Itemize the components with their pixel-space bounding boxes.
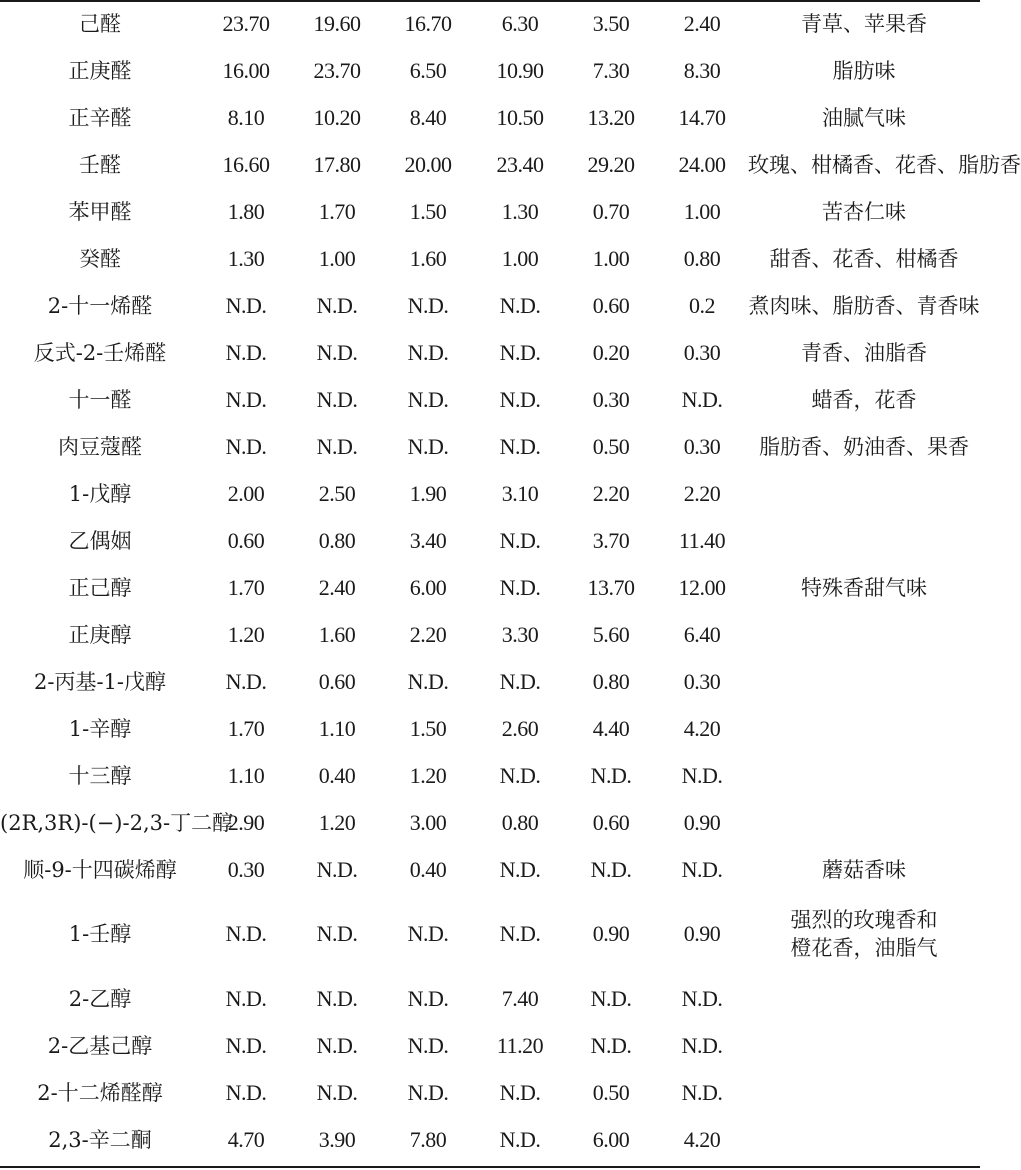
value-cell: 0.30 bbox=[592, 386, 630, 412]
table-row bbox=[0, 658, 980, 705]
compound-name: 正辛醛 bbox=[68, 105, 132, 130]
value-cell: N.D. bbox=[499, 1079, 541, 1105]
table-row bbox=[0, 517, 980, 564]
value-cell: 16.00 bbox=[222, 57, 270, 83]
value-cell: N.D. bbox=[316, 339, 358, 365]
value-cell: 4.20 bbox=[683, 1126, 721, 1152]
value-cell: N.D. bbox=[681, 856, 723, 882]
value-cell: N.D. bbox=[681, 762, 723, 788]
value-cell: N.D. bbox=[590, 1032, 632, 1058]
value-cell: N.D. bbox=[499, 386, 541, 412]
value-cell: 0.90 bbox=[683, 809, 721, 835]
value-cell: 12.00 bbox=[678, 574, 726, 600]
odor-description bbox=[748, 975, 980, 1022]
value-cell: N.D. bbox=[316, 921, 358, 946]
value-cell: 23.40 bbox=[496, 151, 544, 177]
value-cell: N.D. bbox=[316, 985, 358, 1011]
odor-description: 青草、苹果香 bbox=[801, 11, 927, 36]
value-cell: N.D. bbox=[499, 856, 541, 882]
table-row bbox=[0, 282, 980, 329]
value-cell: N.D. bbox=[590, 762, 632, 788]
value-cell: 13.70 bbox=[587, 574, 635, 600]
value-cell: 3.10 bbox=[501, 480, 539, 506]
value-cell: N.D. bbox=[499, 339, 541, 365]
compound-name: 苯甲醛 bbox=[68, 199, 132, 224]
value-cell: 11.40 bbox=[678, 527, 726, 553]
compound-name: 己醛 bbox=[79, 11, 121, 36]
compound-name: 1-壬醇 bbox=[68, 922, 132, 946]
value-cell: 1.00 bbox=[318, 245, 356, 271]
value-cell: 1.60 bbox=[318, 621, 356, 647]
value-cell: N.D. bbox=[225, 433, 267, 459]
value-cell: N.D. bbox=[225, 985, 267, 1011]
value-cell: 11.20 bbox=[496, 1032, 544, 1058]
value-cell: N.D. bbox=[407, 292, 449, 318]
compound-name: 2-十一烯醛 bbox=[47, 293, 153, 318]
value-cell: 2.20 bbox=[683, 480, 721, 506]
value-cell: 17.80 bbox=[313, 151, 361, 177]
value-cell: N.D. bbox=[407, 668, 449, 694]
value-cell: 2.90 bbox=[227, 809, 265, 835]
value-cell: 0.20 bbox=[592, 339, 630, 365]
value-cell: 4.20 bbox=[683, 715, 721, 741]
value-cell: 0.60 bbox=[592, 292, 630, 318]
value-cell: 3.50 bbox=[592, 10, 630, 36]
value-cell: 0.40 bbox=[409, 856, 447, 882]
compound-name: 癸醛 bbox=[79, 246, 121, 271]
compound-name: 乙偶姻 bbox=[68, 528, 132, 553]
value-cell: 23.70 bbox=[313, 57, 361, 83]
value-cell: 1.00 bbox=[683, 198, 721, 224]
value-cell: 0.50 bbox=[592, 433, 630, 459]
value-cell: N.D. bbox=[407, 921, 449, 946]
value-cell: 1.50 bbox=[409, 198, 447, 224]
value-cell: 2.40 bbox=[683, 10, 721, 36]
compound-name: (2R,3R)-(−)-2,3-丁二醇 bbox=[0, 810, 234, 835]
odor-description: 脂肪香、奶油香、果香 bbox=[759, 434, 969, 459]
value-cell: 16.70 bbox=[404, 10, 452, 36]
value-cell: 1.30 bbox=[501, 198, 539, 224]
compound-name: 2,3-辛二酮 bbox=[48, 1127, 152, 1152]
value-cell: 0.60 bbox=[318, 668, 356, 694]
compound-name: 肉豆蔻醛 bbox=[58, 434, 142, 459]
value-cell: N.D. bbox=[225, 386, 267, 412]
table-row bbox=[0, 752, 980, 799]
value-cell: 13.20 bbox=[587, 104, 635, 130]
value-cell: 0.60 bbox=[227, 527, 265, 553]
value-cell: N.D. bbox=[316, 1079, 358, 1105]
value-cell: 3.70 bbox=[592, 527, 630, 553]
value-cell: 1.80 bbox=[227, 198, 265, 224]
value-cell: 2.20 bbox=[409, 621, 447, 647]
value-cell: N.D. bbox=[225, 921, 267, 946]
value-cell: 1.70 bbox=[318, 198, 356, 224]
table-row bbox=[0, 1069, 980, 1116]
table-row bbox=[0, 564, 980, 611]
value-cell: 0.50 bbox=[592, 1079, 630, 1105]
compound-name: 反式-2-壬烯醛 bbox=[33, 340, 167, 365]
value-cell: 1.20 bbox=[227, 621, 265, 647]
value-cell: 8.40 bbox=[409, 104, 447, 130]
value-cell: 3.30 bbox=[501, 621, 539, 647]
value-cell: N.D. bbox=[407, 985, 449, 1011]
value-cell: 2.60 bbox=[501, 715, 539, 741]
table-row bbox=[0, 975, 980, 1022]
table-row bbox=[0, 47, 980, 94]
compound-name: 正己醇 bbox=[68, 575, 132, 600]
value-cell: 0.2 bbox=[689, 292, 715, 318]
value-cell: 6.00 bbox=[592, 1126, 630, 1152]
odor-description: 强烈的玫瑰香和 橙花香，油脂气 bbox=[790, 908, 938, 960]
value-cell: N.D. bbox=[681, 1032, 723, 1058]
value-cell: 1.10 bbox=[318, 715, 356, 741]
value-cell: 4.40 bbox=[592, 715, 630, 741]
value-cell: 19.60 bbox=[313, 10, 361, 36]
odor-description: 青香、油脂香 bbox=[801, 340, 927, 365]
value-cell: 1.10 bbox=[227, 762, 265, 788]
odor-description: 蘑菇香味 bbox=[822, 857, 906, 882]
table-row bbox=[0, 0, 980, 47]
value-cell: N.D. bbox=[407, 433, 449, 459]
value-cell: 1.20 bbox=[409, 762, 447, 788]
value-cell: 0.80 bbox=[318, 527, 356, 553]
odor-description: 特殊香甜气味 bbox=[801, 575, 927, 600]
odor-description bbox=[748, 1069, 980, 1116]
value-cell: N.D. bbox=[499, 292, 541, 318]
value-cell: N.D. bbox=[499, 921, 541, 946]
value-cell: 2.40 bbox=[318, 574, 356, 600]
value-cell: 6.50 bbox=[409, 57, 447, 83]
compound-name: 2-乙基己醇 bbox=[47, 1033, 153, 1058]
value-cell: 3.00 bbox=[409, 809, 447, 835]
value-cell: N.D. bbox=[590, 856, 632, 882]
value-cell: 6.00 bbox=[409, 574, 447, 600]
value-cell: 0.90 bbox=[592, 921, 630, 946]
value-cell: 0.30 bbox=[683, 668, 721, 694]
value-cell: N.D. bbox=[499, 527, 541, 553]
table-row bbox=[0, 376, 980, 423]
value-cell: 0.80 bbox=[592, 668, 630, 694]
compound-name: 正庚醇 bbox=[68, 622, 132, 647]
value-cell: 0.80 bbox=[683, 245, 721, 271]
value-cell: N.D. bbox=[316, 386, 358, 412]
value-cell: 24.00 bbox=[678, 151, 726, 177]
compound-name: 十一醛 bbox=[68, 387, 132, 412]
value-cell: N.D. bbox=[225, 668, 267, 694]
value-cell: N.D. bbox=[225, 292, 267, 318]
compound-name: 十三醇 bbox=[68, 763, 132, 788]
value-cell: 0.90 bbox=[683, 921, 721, 946]
value-cell: 10.50 bbox=[496, 104, 544, 130]
value-cell: 0.30 bbox=[227, 856, 265, 882]
value-cell: N.D. bbox=[407, 1079, 449, 1105]
value-cell: 8.30 bbox=[683, 57, 721, 83]
table-row bbox=[0, 705, 980, 752]
value-cell: N.D. bbox=[681, 985, 723, 1011]
value-cell: 1.70 bbox=[227, 715, 265, 741]
value-cell: 7.80 bbox=[409, 1126, 447, 1152]
value-cell: N.D. bbox=[499, 433, 541, 459]
odor-description: 甜香、花香、柑橘香 bbox=[769, 246, 959, 271]
value-cell: 0.40 bbox=[318, 762, 356, 788]
odor-description: 蜡香，花香 bbox=[811, 387, 917, 412]
table-row bbox=[0, 893, 980, 975]
value-cell: 1.30 bbox=[227, 245, 265, 271]
value-cell: N.D. bbox=[407, 339, 449, 365]
value-cell: N.D. bbox=[407, 386, 449, 412]
value-cell: N.D. bbox=[499, 668, 541, 694]
table-row bbox=[0, 188, 980, 235]
value-cell: N.D. bbox=[225, 1079, 267, 1105]
value-cell: 1.00 bbox=[501, 245, 539, 271]
value-cell: N.D. bbox=[681, 386, 723, 412]
odor-description: 煮肉味、脂肪香、青香味 bbox=[748, 293, 980, 318]
value-cell: N.D. bbox=[499, 1126, 541, 1152]
odor-description: 苦杏仁味 bbox=[822, 199, 906, 224]
odor-description bbox=[748, 752, 980, 799]
odor-description bbox=[748, 658, 980, 705]
value-cell: 0.30 bbox=[683, 433, 721, 459]
value-cell: 0.30 bbox=[683, 339, 721, 365]
value-cell: 1.90 bbox=[409, 480, 447, 506]
value-cell: 1.50 bbox=[409, 715, 447, 741]
value-cell: 6.30 bbox=[501, 10, 539, 36]
compound-name: 正庚醛 bbox=[68, 58, 132, 83]
value-cell: 1.20 bbox=[318, 809, 356, 835]
value-cell: 6.40 bbox=[683, 621, 721, 647]
value-cell: N.D. bbox=[590, 985, 632, 1011]
value-cell: 16.60 bbox=[222, 151, 270, 177]
value-cell: N.D. bbox=[225, 1032, 267, 1058]
value-cell: 10.90 bbox=[496, 57, 544, 83]
table-row bbox=[0, 846, 980, 893]
value-cell: 4.70 bbox=[227, 1126, 265, 1152]
odor-description bbox=[748, 799, 980, 846]
table-row bbox=[0, 423, 980, 470]
compound-name: 1-辛醇 bbox=[68, 716, 132, 741]
value-cell: 1.70 bbox=[227, 574, 265, 600]
value-cell: 2.20 bbox=[592, 480, 630, 506]
value-cell: N.D. bbox=[316, 433, 358, 459]
odor-description bbox=[748, 705, 980, 752]
value-cell: 14.70 bbox=[678, 104, 726, 130]
value-cell: N.D. bbox=[407, 1032, 449, 1058]
value-cell: 1.00 bbox=[592, 245, 630, 271]
table-row bbox=[0, 235, 980, 282]
table-row bbox=[0, 1116, 980, 1163]
table-bottom-rule bbox=[0, 1166, 980, 1168]
value-cell: N.D. bbox=[316, 1032, 358, 1058]
odor-description: 脂肪味 bbox=[832, 58, 896, 83]
value-cell: N.D. bbox=[225, 339, 267, 365]
value-cell: 20.00 bbox=[404, 151, 452, 177]
table-row bbox=[0, 799, 980, 846]
odor-description: 油腻气味 bbox=[822, 105, 906, 130]
value-cell: N.D. bbox=[499, 574, 541, 600]
table-row bbox=[0, 141, 980, 188]
value-cell: 0.60 bbox=[592, 809, 630, 835]
value-cell: 29.20 bbox=[587, 151, 635, 177]
odor-description bbox=[748, 1022, 980, 1069]
value-cell: 5.60 bbox=[592, 621, 630, 647]
odor-description: 玫瑰、柑橘香、花香、脂肪香 bbox=[748, 152, 1021, 177]
compound-name: 1-戊醇 bbox=[68, 481, 132, 506]
value-cell: N.D. bbox=[316, 856, 358, 882]
value-cell: 8.10 bbox=[227, 104, 265, 130]
odor-description bbox=[748, 470, 980, 517]
value-cell: 2.50 bbox=[318, 480, 356, 506]
compound-name: 壬醛 bbox=[79, 152, 121, 177]
table-row bbox=[0, 329, 980, 376]
odor-description bbox=[748, 611, 980, 658]
value-cell: 0.80 bbox=[501, 809, 539, 835]
value-cell: 3.40 bbox=[409, 527, 447, 553]
table-row bbox=[0, 470, 980, 517]
value-cell: 7.30 bbox=[592, 57, 630, 83]
value-cell: 7.40 bbox=[501, 985, 539, 1011]
value-cell: 10.20 bbox=[313, 104, 361, 130]
table-row bbox=[0, 611, 980, 658]
compound-name: 2-乙醇 bbox=[68, 986, 132, 1011]
table-row bbox=[0, 1022, 980, 1069]
value-cell: N.D. bbox=[499, 762, 541, 788]
value-cell: 2.00 bbox=[227, 480, 265, 506]
value-cell: 23.70 bbox=[222, 10, 270, 36]
value-cell: N.D. bbox=[316, 292, 358, 318]
value-cell: 1.60 bbox=[409, 245, 447, 271]
table-row bbox=[0, 94, 980, 141]
compound-name: 2-丙基-1-戊醇 bbox=[33, 669, 166, 694]
value-cell: 3.90 bbox=[318, 1126, 356, 1152]
value-cell: 0.70 bbox=[592, 198, 630, 224]
compound-name: 顺-9-十四碳烯醇 bbox=[23, 857, 177, 882]
value-cell: N.D. bbox=[681, 1079, 723, 1105]
odor-description bbox=[748, 517, 980, 564]
odor-description bbox=[748, 1116, 980, 1163]
compound-name: 2-十二烯醛醇 bbox=[37, 1080, 163, 1105]
